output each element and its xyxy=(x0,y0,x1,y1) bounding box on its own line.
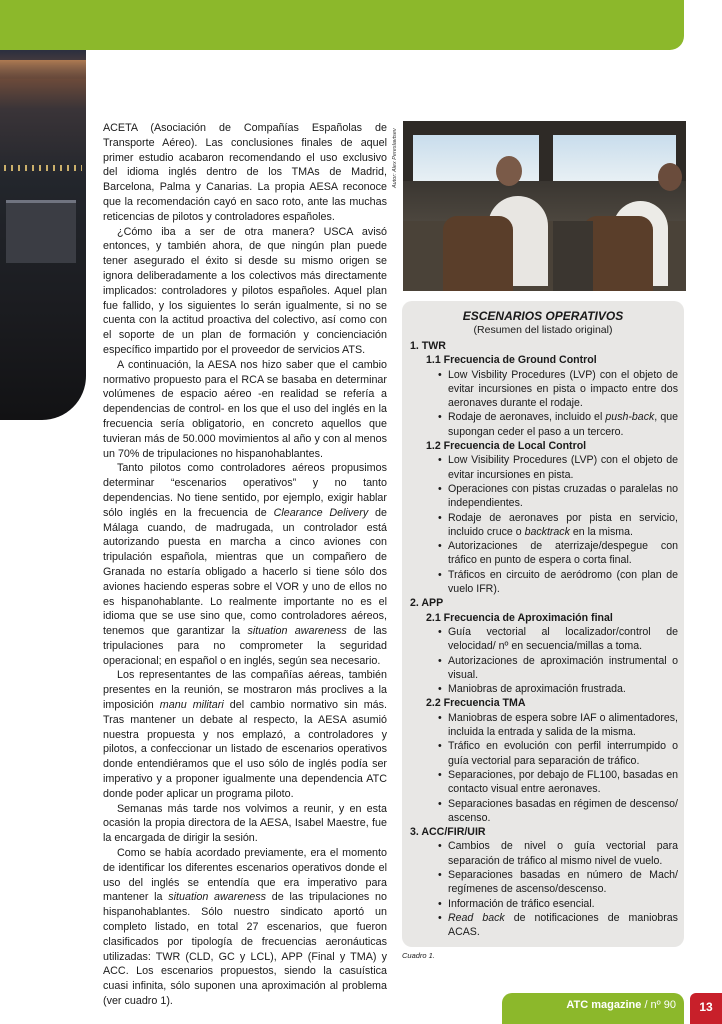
footer-magazine xyxy=(502,999,676,1011)
text-run: en la misma. xyxy=(569,525,633,538)
subsection-title: 2.2 Frecuencia TMA xyxy=(426,697,526,710)
text-run: Rodaje de aeronaves, incluido el xyxy=(448,411,606,424)
paragraph xyxy=(103,225,387,358)
text-run: Los representantes de las compañías aéreas, también presentes en la reunión, se mostraron más proclives a la imposición xyxy=(103,669,387,712)
text-run: de notificaciones de maniobras ACAS. xyxy=(448,911,678,939)
list-item xyxy=(438,568,678,597)
list-item xyxy=(438,897,678,911)
list-item xyxy=(438,625,678,654)
list-item xyxy=(438,839,678,868)
box-subtitle: (Resumen del listado original) xyxy=(473,324,613,336)
paragraph xyxy=(103,358,387,462)
text-run: Información de tráfico esencial. xyxy=(448,897,595,910)
list-item xyxy=(438,539,678,568)
text-run: Semanas más tarde nos volvimos a reunir, y en esta ocasión la propia directora de la AESA, Isabel Maestre, fue la encargada de dirigir la sesión. xyxy=(103,802,387,845)
issue-number: / nº 90 xyxy=(641,999,676,1011)
text-run: de las tripulaciones no hispanohablantes. Sólo nuestro sindicato aportó un completo listado, en total 27 escenarios, que fueron clasificados por tipología de frecuencias aeronáuticas utilizadas: TWR (CLD, GC y LCL), APP (Final y TMA) y ACC. Los escenarios propuestos, siendo la casuística cuasi infinita, sólo suponen una aproximación al problema (ver cuadro 1). xyxy=(103,891,387,1008)
text-run: ACETA (Asociación de Compañías Españolas de Transporte Aéreo). Las conclusiones finales de aquel primer estudio acabaron recomendando el uso exclusivo del idioma inglés dentro de los TMAs de Madrid, Barcelona, Palma y Canarias. La propia AESA reconoce que la recomendación cayó en saco roto, ante las muchas reticencias de pilotos y controladores españoles. xyxy=(103,122,387,223)
text-run: Operaciones con pistas cruzadas o paralelas no independientes. xyxy=(448,482,678,510)
text-run: Maniobras de espera sobre IAF o alimentadores, incluida la entrada y salida de la misma. xyxy=(448,711,678,739)
italic-text: situation awareness xyxy=(247,625,347,638)
text-run: Low Visbility Procedures (LVP) con el objeto de evitar incursiones en pista o impacto entre dos aeronaves durante el rodaje. xyxy=(448,368,678,410)
text-run: Como se había acordado previamente, era el momento de identificar los diferentes escenarios operativos donde el uso del inglés se entendía que era imperativo para mantener la xyxy=(103,847,387,904)
italic-text: backtrack xyxy=(524,525,570,538)
list-item xyxy=(438,410,678,439)
section-title: 1. TWR xyxy=(410,340,446,352)
list-item xyxy=(438,911,678,940)
section-title: 2. APP xyxy=(410,597,444,610)
box-title: ESCENARIOS OPERATIVOS xyxy=(462,309,624,323)
paragraph xyxy=(103,802,387,846)
italic-text: manu militari xyxy=(159,699,224,712)
list-item xyxy=(438,482,678,511)
italic-text: situation awareness xyxy=(168,891,267,904)
list-item xyxy=(438,739,678,768)
subsection-title: 1.1 Frecuencia de Ground Control xyxy=(426,354,597,367)
magazine-name: ATC magazine xyxy=(566,999,642,1011)
text-run: de las tripulaciones para no comprometer la seguridad operacional; en español o en inglés, según sea necesario. xyxy=(103,625,387,667)
article-body xyxy=(103,121,387,1009)
italic-text: Read back xyxy=(448,911,505,924)
text-run: ¿Cómo iba a ser de otra manera? USCA avisó entonces, y también ahora, de que ningún plan puede tener asegurado el éxito si desde su mismo origen se ignora deliberadamente a los colectivos más directamente implicados: controladores y pilotos españoles. Aquel plan fue fallido, y los siguientes lo serán igualmente, si no se cuenta con la actitud proactiva del colectivo, así como con el soporte de un plan de formación y concienciación específico impartido por el proveedor de servicios ATS. xyxy=(103,225,387,356)
paragraph xyxy=(103,846,387,1009)
text-run: Separaciones basadas en número de Mach/ regímenes de ascenso/descenso. xyxy=(448,868,678,896)
text-run: Tanto pilotos como controladores aéreos propusimos determinar “escenarios operativos” y no tanto dependencias. No tiene sentido, por ejemplo, exigir hablar sólo inglés en la frecuencia de xyxy=(103,462,387,519)
list-item xyxy=(438,453,678,482)
text-run: Low Visibility Procedures (LVP) con el objeto de evitar incursiones en pista. xyxy=(448,454,678,481)
text-run: Tráficos en circuito de aeródromo (con plan de vuelo IFR). xyxy=(448,568,678,596)
text-run: A continuación, la AESA nos hizo saber que el cambio normativo propuesto para el RCA se basaba en determinar volúmenes de espacio aéreo -en realidad se refería a dependencias de control- en los que el uso del inglés en la frecuencia sería obligatorio, en concreto aquellos que tuvieran más de 50.000 movimientos al año y con al menos un 70% de tripulaciones no hispanohablantes. xyxy=(103,358,387,460)
text-run: Rodaje de aeronaves por pista en servicio, incluido cruce o xyxy=(448,511,678,538)
text-run: Tráfico en evolución con perfil interrumpido o guía vectorial para separación de tráfico. xyxy=(448,740,678,767)
list-item xyxy=(438,654,678,683)
paragraph xyxy=(103,121,387,225)
italic-text: push-back xyxy=(605,411,655,424)
text-run: Guía vectorial al localizador/control de velocidad/ nº en secuencia/millas a toma. xyxy=(448,625,678,653)
text-run: , que supongan ceder el paso a un tercero. xyxy=(448,411,679,438)
list-item xyxy=(438,368,678,411)
list-item xyxy=(438,682,678,696)
photo-credit: Autor: Alex Pereslavtsev xyxy=(392,128,398,188)
airport-photo xyxy=(0,50,86,420)
text-run: Separaciones, por debajo de FL100, basadas en contacto visual entre aeronaves. xyxy=(448,768,678,796)
list-item xyxy=(438,868,678,897)
text-run: del cambio normativo sin más. Tras mantener un debate al respecto, la AESA asumió nuestra propuesta y nos emplazó, a controladores y pilotos, a confeccionar un listado de escenarios operativos donde entendiéramos que el uso sólo de inglés podía ser imperativo y a proponer igualmente una dependencia ATC donde poder aplicar un programa piloto. xyxy=(103,699,387,800)
text-run: Cambios de nivel o guía vectorial para separación de tráfico al mismo nivel de vuelo. xyxy=(448,840,678,867)
subsection-title: 1.2 Frecuencia de Local Control xyxy=(426,440,587,453)
header-bar xyxy=(0,0,684,50)
cockpit-photo xyxy=(403,121,686,291)
text-run: Separaciones basadas en régimen de descenso/ ascenso. xyxy=(448,797,678,824)
page-number: 13 xyxy=(690,993,722,1024)
caption: Cuadro 1. xyxy=(402,951,435,960)
subsection-title: 2.1 Frecuencia de Aproximación final xyxy=(426,611,613,624)
text-run: Maniobras de aproximación frustrada. xyxy=(448,683,626,696)
text-run: Autorizaciones de aterrizaje/despegue con tráfico en punto de espera o corta final. xyxy=(448,540,678,567)
list-item xyxy=(438,768,678,797)
italic-text: Clearance Delivery xyxy=(273,506,369,519)
list-item xyxy=(438,511,678,540)
box-list xyxy=(410,339,678,939)
paragraph xyxy=(103,668,387,801)
list-item xyxy=(438,797,678,826)
text-run: Autorizaciones de aproximación instrumental o visual. xyxy=(448,654,678,681)
list-item xyxy=(438,711,678,740)
paragraph xyxy=(103,461,387,668)
text-run: de Málaga cuando, de madrugada, un controlador está autorizando puesta en marcha a cinco aviones con tripulación española, mientras que un compañero de Granada no estaría obligado a hacerlo si tiene sólo dos aviones haciendo esperas sobre el VOR y uno de ellos no es hispanohablante. Lo realmente importante no es el idioma que se use sino que, como controladores aéreos, tenemos que garantizar la xyxy=(103,506,387,638)
section-title: 3. ACC/FIR/UIR xyxy=(410,826,486,839)
